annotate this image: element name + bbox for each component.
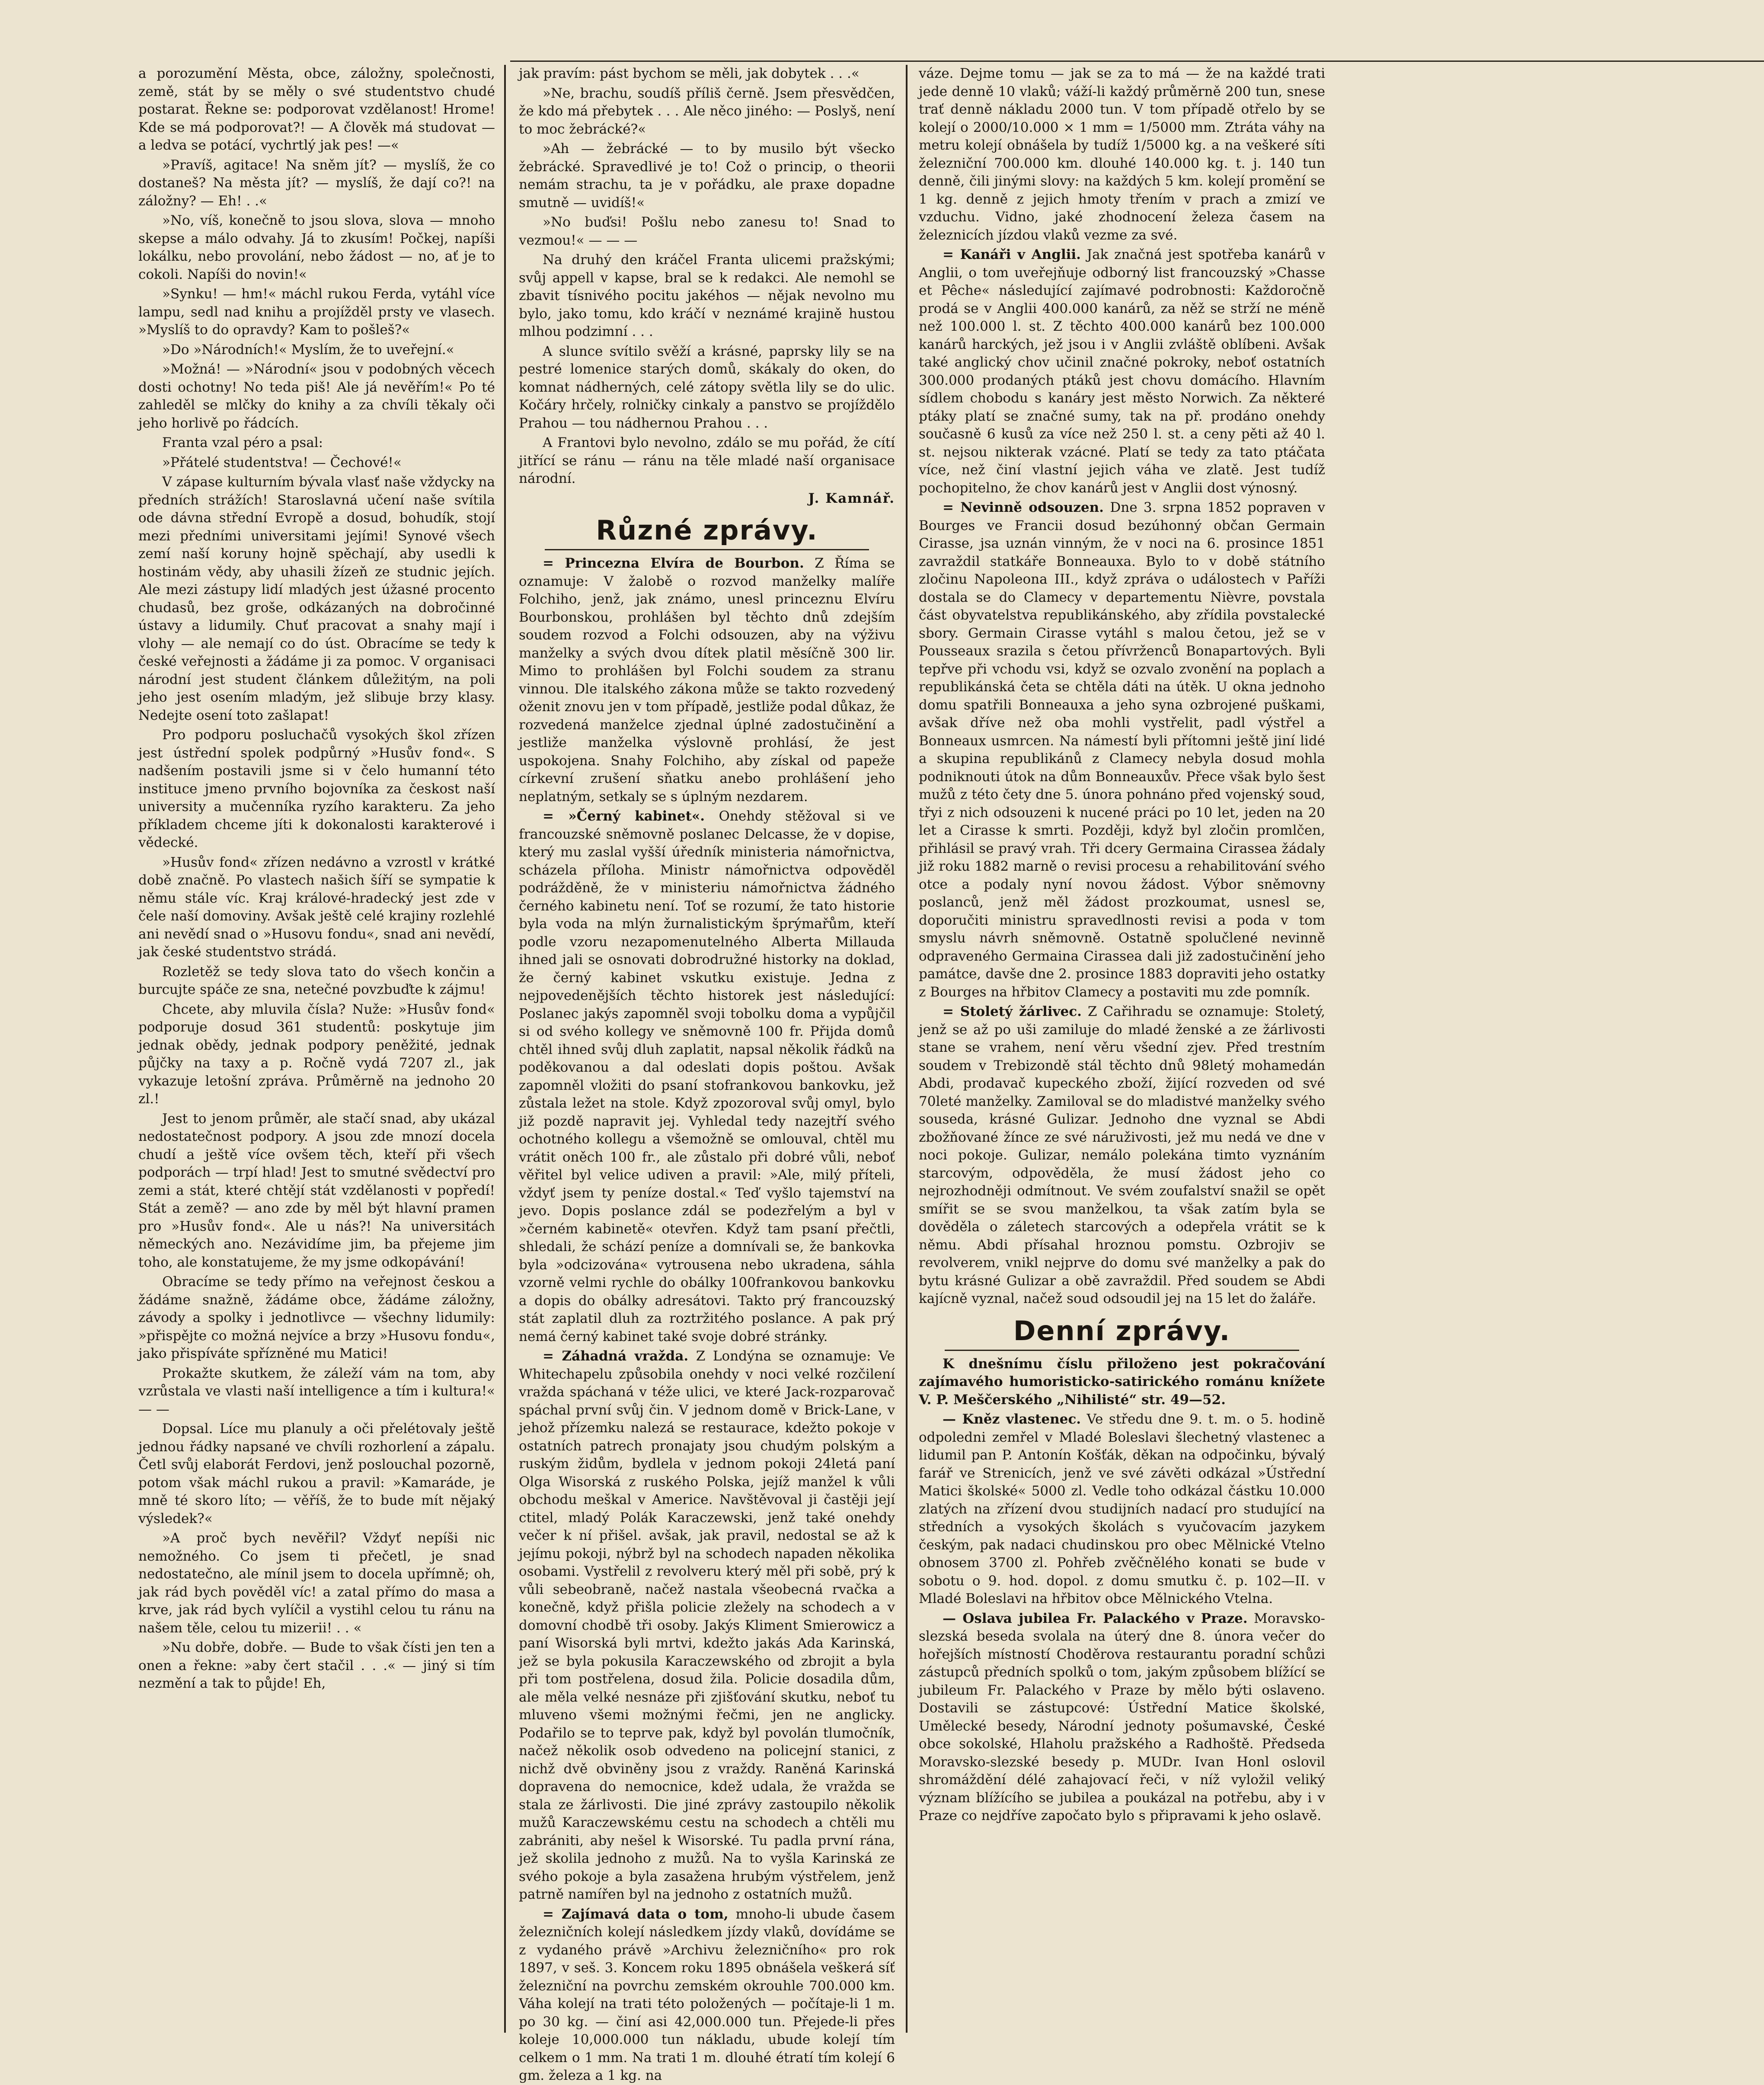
paragraph: »No buďsi! Pošlu nebo zanesu to! Snad to vezmou!« — — — [519, 214, 895, 248]
paragraph: »Možná! — »Národní« jsou v podobných věcech dosti ochotny! No teda piš! Ale já nevěřím!« Po té zahleděl se mlčky do knihy a za chvíli těkaly oči jeho horlivě po řádcích. [138, 361, 495, 431]
column-divider-1 [504, 65, 506, 2033]
news-body: mnoho-li ubude časem železničních kolejí následkem jízdy vlaků, dovídáme se z vydaného právě »Archivu železničního« pro rok 1897, v seš. 3. Koncem roku 1895 obnášela veškerá síť železniční na povrchu zemském okrouhle 700.000 km. Váha kolejí na trati této položených — počítaje-li 1 m. po 30 kg. — činí asi 42,000.000 tun. Přejede-li přes koleje 10,000.000 tun nákladu, ubude kolejí tím celkem o 1 mm. Na trati 1 m. dlouhé étratí tím kolejí 6 gm. železa a 1 kg. na [519, 1906, 895, 2083]
news-body: Z Cařihradu se oznamuje: Stoletý, jenž se až po uši zamiluje do mladé ženské a ze žárlivosti stane se vrahem, není věru všední zjev. Před trestním soudem v Trebizondě stál těchto dnů 98letý mohamedán Abdi, prodavač kupeckého zboží, žijící rozveden od své 70leté manželky. Zamiloval se do mladistvé manželky svého souseda, krásné Gulizar. Jednoho dne vyznal se Abdi zbožňované žínce ze své náruživosti, jež mu nedá ve dne v noci pokoje. Gulizar, nemálo polekána timto vyznáním starcovým, odpověděla, že musí žádost jeho co nejrozhodněji odmítnout. Ve svém zoufalství snažil se opět smířit se se svou manželkou, ta však zatím byla se dověděla o záletech starcových a odepřela vrátit se k němu. Abdi přísahal hroznou pomstu. Ozbrojiv se revolverem, vnikl nejprve do domu své manželky a pak do bytu krásné Gulizar a obě zavraždil. Před soudem se Abdi kajícně vyznal, načež soud odsoudil jej na 15 let do žaláře. [919, 1004, 1325, 1306]
paragraph: jak pravím: pást bychom se měli, jak dobytek . . .« [519, 66, 860, 81]
denni-zpravy-list [919, 1411, 1325, 1825]
news-item [519, 555, 895, 806]
column-divider-2 [906, 65, 908, 2033]
news-body: Moravsko-slezská beseda svolala na úterý dne 8. února večer do hořejších místností Choděrova restaurantu poradní schůzi zástupců předních spolků o tom, jakým způsobem blížící se jubileum Fr. Palackého v Praze by mělo býti oslaveno. Dostavili se zástupcové: Ústřední Matice školské, Umělecké besedy, Národní jednoty pošumavské, České obce sokolské, Hlaholu pražského a Radhoště. Předseda Moravsko-slezské besedy p. MUDr. Ivan Honl oslovil shromáždění délé zahajovací řeči, v níž vyložil veliký význam blížícího se jubilea a poukázal na potřebu, aby i v Praze co nejdříve započato bylo s připravami k jeho oslavě. [919, 1610, 1326, 1823]
section-title-ruzne-zpravy: Různé zprávy. [596, 514, 818, 546]
paragraph: »No, víš, konečně to jsou slova, slova — mnoho skepse a málo odvahy. Já to zkusím! Počkej, napíši lokálku, nebo provolání, nebo žádost — no, ať je to cokoli. Napíši do novin!« [138, 213, 495, 282]
author-signature: J. Kamnář. [808, 490, 895, 506]
article-continuation: váze. Dejme tomu — jak se za to má — že na každé trati jede denně 10 vlaků; váží-li každý průměrně 200 tun, snese trať denně nákladu 2000 tun. V tom případě otřelo by se kolejí o 2000/10.000 × 1 mm = 1/5000 mm. Ztráta váhy na metru kolejí obnášela by tudíž 1/5000 kg. a na veškeré síti železniční 700.000 km. dlouhé 140.000 kg. t. j. 140 tun denně, čili jinými slovy: na každých 5 km. kolejí promění se 1 kg. denně z jejich hmoty třením v prach a zmizí ve vzduchu. Vidno, jaké zhodnocení železa časem na železnicích jízdou vlaků vezme za své. [919, 66, 1325, 243]
news-headline: = Princezna Elvíra de Bourbon. [543, 556, 804, 571]
news-body: Dne 3. srpna 1852 popraven v Bourges ve Francii dosud bezúhonný občan Germain Cirasse, jsa uznán vinným, že v noci na 6. prosince 1851 zavraždil statkáře Bonneauxa. Bylo to v době státního zločinu Napoleona III., když zpráva o událostech v Paříži dostala se do Clamecy v departementu Nièvre, povstala část obyvatelstva republikánského, aby zřídila povstalecké sbory. Germain Cirasse vytáhl s malou četou, jež se v Pousseaux srazila s četou přívrženců Bonapartových. Byli tepřve při vchodu vsi, když se ozvalo zvonění na poplach a republikánská četa se chtěla dáti na útěk. U okna jednoho domu spatřili Bonneauxa a jeho syna ozbrojené puškami, avšak dříve než oba mohli vystřelit, padl výstřel a Bonneaux usmrcen. Na námestí byli přítomni ještě jiní lidé a skupina republikánů z Clamecy nebyla dosud mohla podniknouti útok na dům Bonneauxův. Přece však bylo šest mužů z této čety dne 5. února pohnáno před vojenský soud, třyi z nich odsouzeni k nucené práci po 10 let, jeden na 20 let a Cirasse k smrti. Později, když byl zločin promlčen, přihlásil se pravý vrah. Tři dcery Germaina Cirassea žádaly již roku 1882 marně o revisi procesu a rehabilitování svého otce a podaly nyní novou žádost. Výbor sněmovny poslanců, jenž měl žádost prozkoumat, usnesl se, doporučiti ministru spravedlnosti revisi a poda v tom smyslu návrh sněmovně. Ostatně spolučlené nevinně odpraveného Germaina Cirassea dali již zadostučinění jeho památce, davše dne 2. prosince 1883 dopraviti jeho ostatky z Bourges na hřbitov Clamecy a postaviti mu zde pomník. [919, 500, 1325, 1000]
news-headline: = Kanáři v Anglii. [943, 247, 1081, 262]
section-rule [945, 1350, 1299, 1351]
paragraph: Obracíme se tedy přímo na veřejnost českou a žádáme snažně, žádáme obce, žádáme záložny, závody a spolky i jednotlivce — všechny lidumily: »přispějte co možná nejvíce a brzy »Husovu fondu«, jako přispíváte spřízněné mu Matici! [138, 1274, 495, 1361]
section-rule [545, 549, 869, 550]
news-headline: — Oslava jubilea Fr. Palackého v Praze. [943, 1610, 1248, 1626]
column-1 [138, 65, 495, 2033]
news-headline: = Nevinně odsouzen. [943, 500, 1104, 515]
news-item [919, 246, 1325, 497]
paragraph: Chcete, aby mluvila čísla? Nuže: »Husův fond« podporuje dosud 361 studentů: poskytuje jim jednak obědy, jednak podpory peněžité, jednak půjčky na taxy a p. Ročně vydá 7207 zl., jak vykazuje letošní zpráva. Průměrně na jednoho 20 zl.! [138, 1001, 495, 1107]
paragraph: a porozumění Města, obce, záložny, společnosti, země, stát by se měly o své studentstvo chudé postarat. Řekne se: podporovat vzdělanost! Hrome! Kde se má podporovat?! — A člověk má studovat — a ledva se potácí, vychrtlý jak pes! —« [138, 66, 495, 153]
paragraph: »Pravíš, agitace! Na sněm jít? — myslíš, že co dostaneš? Na města jít? — myslíš, že dají co?! na záložny? — Eh! . .« [138, 157, 495, 209]
paragraph: »A proč bych nevěřil? Vždyť nepíši nic nemožného. Co jsem ti přečetl, je snad nedostatečno, ale mínil jsem to docela upřímně; oh, jak rád bych pověděl víc! a zatal přímo do masa a krve, jak rád bych vylíčil a vystihl celou tu ránu na našem těle, celou tu mizerii! . . « [138, 1530, 495, 1636]
paragraph: »Husův fond« zřízen nedávno a vzrostl v krátké době značně. Po vlastech našich šíří se sympatie k němu stále víc. Kraj králové-hradecký jest zde v čele naší domoviny. Avšak ještě celé krajiny rozlehlé ani nevědí snad o »Husovu fondu«, snad ani nevědí, jak české studentstvo strádá. [138, 854, 495, 960]
news-headline: = Zajímavá data o tom, [543, 1906, 729, 1922]
section-title-denni-zpravy: Denní zprávy. [1013, 1315, 1231, 1347]
paragraph: Prokažte skutkem, že záleží vám na tom, aby vzrůstala ve vlasti naší intelligence a tím i kultura!« — — [138, 1365, 495, 1417]
paragraph: Na druhý den kráčel Franta ulicemi pražskými; svůj appell v kapse, bral se k redakci. Ale nemohl se zbavit tísnivého pocitu jakéhos — nějak nevolno mu bylo, jako tomu, kdo kráčí v neznámé krajině hustou mlhou podzimní . . . [519, 252, 895, 339]
story-continuation [519, 65, 895, 488]
news-body: Onehdy stěžoval si ve francouzské sněmovně poslanec Delcasse, že v dopise, který mu zaslal vyšší úředník ministeria námořnictva, scházela příloha. Ministr námořnictva odpověděl podrážděně, že v ministeriu námořnictva žádného černého kabinetu není. Toť se rozumí, že tato historie byla voda na mlýn žurnalistickým šprýmařům, kteří podle vzoru nezapomenutelného Alberta Millauda ihned jali se osnovati dobrodružné historky na doklad, že černý kabinet vskutku existuje. Jedna z nejpovedenějších těchto historek jest následující: Poslanec jakýs zapomněl svoji tobolku doma a vypůjčil si od svého kollegy ve sněmovně 100 fr. Přijda domů chtěl ihned svůj dluh zaplatit, napsal několik řádků na poděkovanou a dal odeslati dopis poštou. Avšak zapomněl vložiti do psaní stofrankovou bankovku, jež zůstala ležet na stole. Když zpozoroval svůj omyl, bylo již pozdě napravit jej. Vyhledal tedy nazejtří svého ochotného kollegu a všemožně se omlouval, chtěl mu vrátit oněch 100 fr., ale zůstalo při dobré vůli, neboť věřitel byl velice udiven a pravil: »Ale, milý příteli, vždyť jsem ty peníze dostal.« Teď vyšlo tajemství na jevo. Dopis poslance zdál se podezřelým a byl v »černém kabinetě« otevřen. Když tam psaní přečtli, shledali, že schází peníze a domnívali se, že bankovka byla »odcizována« vytrousena nebo ukradena, sáhla vzorně velmi rychle do obálky 100frankovou bankovku a dopis do obálky adresátovi. Takto prý francouzský stát zaplatil dluh za roztržitého poslance. A pak prý nemá černý kabinet také svoje dobré stránky. [519, 808, 895, 1344]
paragraph: Jest to jenom průměr, ale stačí snad, aby ukázal nedostatečnost podpory. A jsou zde mnozí docela chudí a ještě více ovšem těch, kteří při všech podporách — trpí hlad! Jest to smutné svědectví pro zemi a stát, které chtějí stát vzdělanosti v popředí! Stát a země? — ano zde by měl být hlavní pramen pro »Husův fond«. Ale u nás?! Na universitách německých ano. Nezávidíme jim, ba přejeme jim toho, ale konstatujeme, že my jsme odkopávání! [138, 1111, 495, 1270]
news-item [919, 1411, 1325, 1608]
news-item [919, 1610, 1325, 1825]
column-2 [519, 65, 895, 2083]
column-3 [919, 65, 1325, 2033]
news-item [519, 808, 895, 1346]
news-body: Z Londýna se oznamuje: Ve Whitechapelu způsobila onehdy v noci velké rozčilení vražda spáchaná v téže ulici, ve které Jack-rozparovač spáchal první svůj čin. V jednom domě v Brick-Lane, v jehož přízemku nalezá se restaurace, kdežto pokoje v ostatních patrech pronajaty jsou chudým polským a ruským židům, bydlela v jednom pokoji 24letá paní Olga Wisorská z ruského Polska, jejíž manžel k vůli obchodu meškal v Americe. Navštěvoval ji častěji její ctitel, mladý Polák Karaczewski, jenž také onehdy večer k ní přišel. avšak, jak pravil, nedostal se až k jejímu pokoji, nýbrž byl na schodech napaden několika osobami. Vystřelil z revolveru který měl při sobě, prý k vůli sebeobraně, načež nastala všeobecná rvačka a konečně, když přišla policie zležely na schodech a v domovní chodbě tři osoby. Jakýs Kliment Smierowicz a paní Wisorská byli mrtvi, kdežto jakás Ada Karinská, jež se byla pokusila Karaczewského od zbrojit a byla při tom postřelena, dosud žila. Policie dosadila dům, ale měla velké nesnáze při zjišťování skutku, neboť tu mluveno všemi možnými řečmi, jen ne anglicky. Podařilo se to teprve pak, když byl povolán tlumočník, načež několik osob odvedeno na policejní stanici, z nichž dvě obviněny jsou z vraždy. Raněná Karinská dopravena do nemocnice, kdež udala, že vražda se stala ze žárlivosti. Die jiné zprávy zastoupilo několik mužů Karaczewskému cestu na schodech a chtěli mu zabrániti, aby nešel k Wisorské. Tu padla první rána, jež skolila jednoho z mužů. Na to vyšla Karinská ze svého pokoje a byla zasažena hrubým výstřelem, jenž patrně namířen byl na jednoho z ostatních mužů. [519, 1348, 895, 1902]
top-rule [510, 61, 1764, 62]
news-body: Jak značná jest spotřeba kanárů v Anglii, o tom uveřejňuje odborný list francouzský »Chasse et Pêche« následující zajímavé podrobnosti: Každoročně prodá se v Anglii 400.000 kanárů, za něž se strží ne méně než 100.000 l. st. Z těchto 400.000 kanárů bez 100.000 kanárů harckých, jež jsou i v Anglii zvláště oblíbeni. Avšak také anglický chov učinil značné pokroky, neboť ostatních 300.000 prodaných ptáků jest chovu domácího. Hlavním sídlem chobodu s kanáry jest město Norwich. Za některé ptáky platí se značné sumy, tak na př. prodáno onehdy současně 6 kusů za více než 250 l. st. a ceny pěti až 40 l. st. nejsou nikterak vzácné. Platí se tedy za tato ptáčata více, než činí vlastní jejich váha ve zlatě. Jest tudíž pochopitelno, že chov kanárů jest v Anglii dost výnosný. [919, 247, 1325, 496]
paragraph: Franta vzal péro a psal: [162, 435, 323, 450]
news-body: Ve středu dne 9. t. m. o 5. hodině odpoledni zemřel v Mladé Boleslavi šlechetný vlastenec a lidumil pan P. Antonín Košťák, děkan na odpočinku, bývalý farář ve Strenicích, jenž ve své závěti odkázal »Ústřední Matici školské« 5000 zl. Vedle toho odkázal částku 10.000 zlatých na zřízení dvou studijních nadací pro studující na středních a vysokých školách s vyučovacím jazykem českým, pak nadaci chudinskou pro obec Mělnické Vtelno obnosem 3700 zl. Pohřeb zvěčnělého konati se bude v sobotu o 9. hod. dopol. z domu smutku č. p. 102—II. v Mladé Boleslavi na hřbitov obce Mělnického Vtelna. [919, 1411, 1326, 1606]
paragraph: Rozletěž se tedy slova tato do všech končin a burcujte spáče ze sna, netečné povzbuďte k zájmu! [138, 964, 495, 997]
paragraph: Dopsal. Líce mu planuly a oči přelétovaly ještě jednou řádky napsané ve chvíli rozhorlení a zápalu. Četl svůj elaborát Ferdovi, jenž poslouchal pozorně, potom však máchl rukou a pravil: »Kamaráde, je mně té skoro líto; — věříš, že to bude mít nějaký výsledek?« [138, 1421, 495, 1526]
paragraph: A Frantovi bylo nevolno, zdálo se mu pořád, že cítí jitřící se ránu — ránu na těle mladé naší organisace národní. [519, 435, 895, 486]
paragraph: »Do »Národních!« Myslím, že to uveřejní.« [162, 342, 454, 358]
paragraph: A slunce svítilo svěží a krásné, paprsky lily se na pestré lomenice starých domů, skákaly do oken, do komnat nádherných, celé zátopy světla lily se do ulic. Kočáry hrčely, rolničky cinkaly a panstvo se projíždělo Prahou — tou nádhernou Prahou . . . [519, 343, 895, 431]
news-headline: = »Černý kabinet«. [543, 808, 705, 824]
paragraph: »Ah — žebrácké — to by musilo být všecko žebrácké. Spravedlivé je to! Což o princip, o theorii nemám strachu, ta je v pořádku, ale praxe dopadne smutně — uvidíš!« [519, 141, 895, 211]
paragraph: V zápase kulturním bývala vlasť naše vždycky na předních strážích! Staroslavná učení naše svítila ode dávna střední Evropě a dosud, bohudík, stojí mezi předními universitami jejími! Synové všech zemí naší koruny hojně spěchají, aby usedli k hostinám vědy, aby uhasili žízeň ze studnic jejích. Ale mezi zástupy lidí mladých jest úžasné procento chudasů, bez groše, odkázaných na dobročinné ústavy a lidumily. Chuť pracovat a snahy mají i vlohy — ale nemají co do úst. Obracíme se tedy k české veřejnosti a žádáme ji za pomoc. V organisaci národní jest student článkem důležitým, na poli jeho jest osením mladým, jež slibuje brzy klasy. Nedejte osení toto zašlapat! [138, 474, 495, 723]
news-item [919, 499, 1325, 1001]
news-headline: = Záhadná vražda. [543, 1348, 689, 1364]
supplement-notice: K dnešnímu číslu přiloženo jest pokračování zajímavého humoristicko-satirického románu knížete V. P. Meščerského „Nihilisté“ str. 49—52. [919, 1356, 1325, 1408]
ruzne-zpravy-list [519, 555, 895, 2085]
paragraph: »Nu dobře, dobře. — Bude to však čísti jen ten a onen a řekne: »aby čert stačil . . .« — jiný si tím nezmění a tak to půjde! Eh, [138, 1640, 495, 1691]
news-item [519, 1347, 895, 1904]
ruzne-zpravy-list-2 [919, 246, 1325, 1308]
news-headline: = Stoletý žárlivec. [943, 1004, 1082, 1019]
paragraph: Pro podporu posluchačů vysokých škol zřízen jest ústřední spolek podpůrný »Husův fond«. S nadšením postavili jsme si v čelo humanní této instituce jmeno prvního bojovníka za českost naší university a mučenníka ryzího karakteru. Za jeho příkladem chceme jíti k dokonalosti karakterové i vědecké. [138, 727, 495, 850]
news-item [519, 1906, 895, 2085]
paragraph: »Ne, brachu, soudíš příliš černě. Jsem přesvědčen, že kdo má přebytek . . . Ale něco jiného: — Poslyš, není to moc žebrácké?« [519, 85, 895, 137]
news-body: Z Říma se oznamuje: V žalobě o rozvod manželky malíře Folchiho, jenž, jak známo, unesl princeznu Elvíru Bourbonskou, prohlášen byl těchto dnů zdejším soudem rozvod a Folchi odsouzen, aby na výživu manželky a svých dvou dítek platil měsíčně 300 lir. Mimo to prohlášen byl Folchi soudem za stranu vinnou. Dle italského zákona může se takto rozvedený oženit znovu jen v tom případě, jestliže podal důkaz, že rozvedená manželce zjednal úplné zadostučinění a jestliže manželka výslovně prohlásí, že jest uspokojena. Snahy Folchiho, aby získal od papeže církevní zrušení sňatku anebo prohlášení jeho neplatným, setkaly se s úplným nezdarem. [519, 556, 895, 805]
paragraph: »Synku! — hm!« máchl rukou Ferda, vytáhl více lampu, sedl nad knihu a projížděl prsty ve vlasech. »Myslíš to do opravdy? Kam to pošleš?« [138, 286, 495, 338]
news-headline: — Kněz vlastenec. [943, 1411, 1081, 1427]
news-item [919, 1003, 1325, 1308]
paragraph: »Přátelé studentstva! — Čechové!« [162, 454, 402, 470]
